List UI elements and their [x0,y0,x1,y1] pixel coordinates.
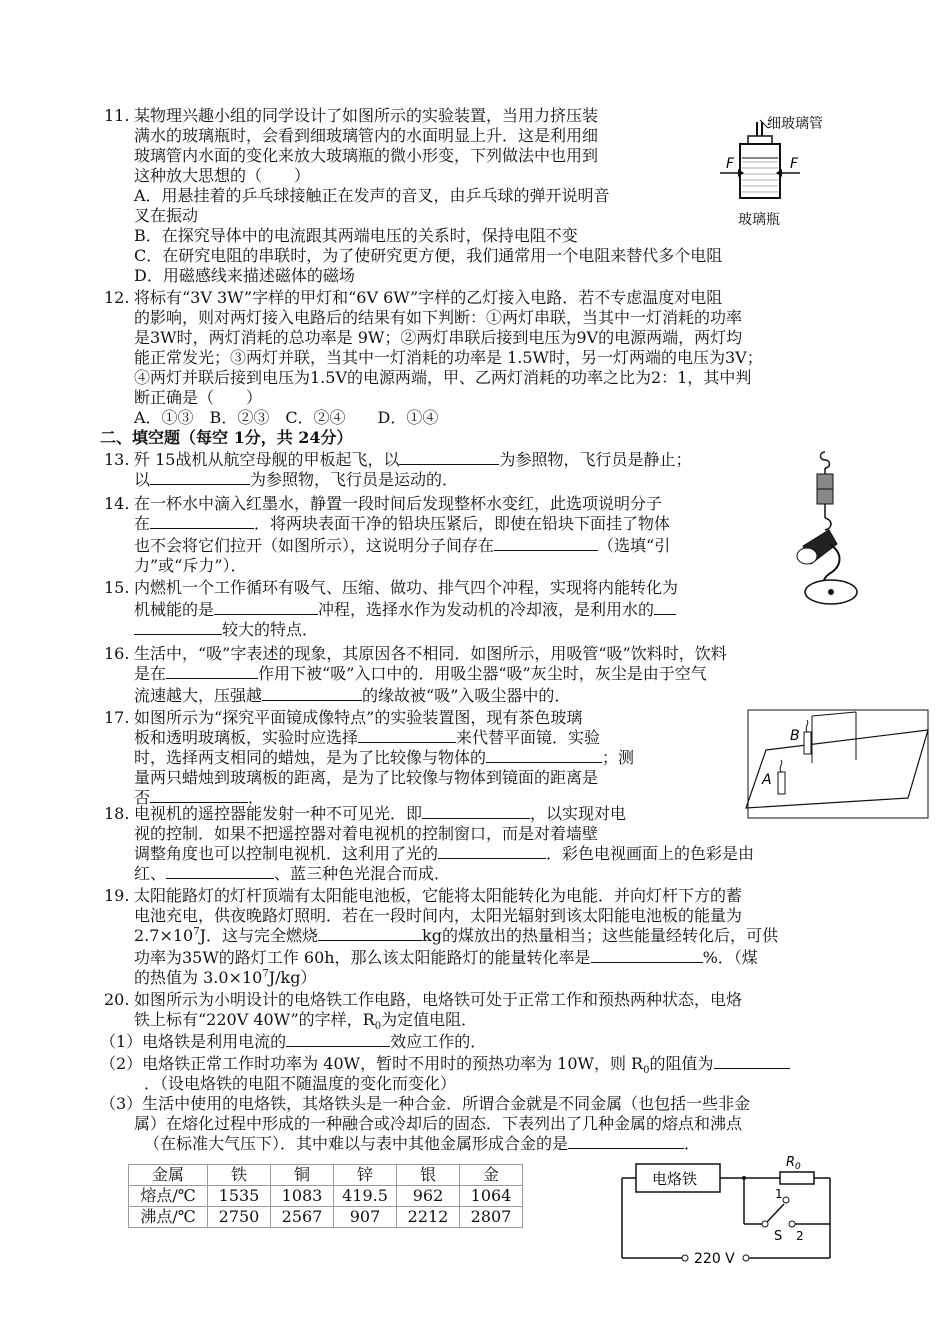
q14-line-1: 在一杯水中滴入红墨水，静置一段时间后发现整杯水变红，此选项说明分子 [134,494,663,513]
q15-line-1: 内燃机一个工作循环有吸气、压缩、做功、排气四个冲程，实现将内能转化为 [134,578,679,597]
force-left-label: F [726,156,735,172]
q18-line-2: 视的控制．如果不把遥控器对着电视机的控制窗口，而是对着墙壁 [134,824,599,843]
table-cell: 962 [397,1186,460,1207]
iron-label: 电烙铁 [652,1170,698,1188]
q17-number: 17. [104,708,130,727]
q19-line-3: $2.7\times 10^7J$．这与完全燃烧 kg的煤放出的热量相当；这些能量经转化后，可供 [134,926,778,945]
q18-number: 18. [104,804,130,823]
table-cell: 2807 [460,1207,523,1228]
table-cell: 沸点/℃ [129,1207,208,1228]
q20-part-2: （2）电烙铁正常工作时功率为 40W，暂时不用时的预热功率为 10W，则 $R_0$的阻值为 [100,1054,790,1074]
q17-line-4: 量两只蜡烛到玻璃板的距离，是为了比较像与物体到镜面的距离是 [134,768,599,787]
q12-number: 12. [104,288,130,307]
q17-line-1: 如图所示为“探究平面镜成像特点”的实验装置图，现有茶色玻璃 [134,708,583,727]
table-cell: 419.5 [334,1186,397,1207]
table-cell: 锌 [334,1165,397,1186]
q19-line-5: 的热值为 $3.0\times 10^7J/kg$） [134,968,317,987]
q12-options: A．①③ B．②③ C．②④ D．①④ [134,408,439,427]
q16-line-3: 流速越大，压强越 的缘故被“吸”入吸尘器中的． [134,686,571,705]
q16-number: 16. [104,644,130,663]
q11-option-a: A．用悬挂着的乒乓球接触正在发声的音叉，由乒乓球的弹开说明音 [134,186,610,205]
r0-label: $R_0$ [786,1155,801,1172]
q11-option-d: D．用磁感线来描述磁体的磁场 [134,266,355,285]
q19-line-4: 功率为35W的路灯工作 60h，那么该太阳能路灯的能量转化率是 %．（煤 [134,948,758,967]
metals-table [128,1164,523,1228]
q19-number: 19. [104,886,130,905]
q20-part-3-line-3: （在标准大气压下）．其中难以与表中其他金属形成合金的是 ． [144,1134,701,1153]
q11-number: 11. [104,106,130,125]
q20-number: 20. [104,990,130,1009]
q18-line-3: 调整角度也可以控制电视机．这利用了光的 ．彩色电视画面上的色彩是由 [134,844,755,863]
force-right-label: F [790,156,799,172]
table-row [129,1186,523,1207]
q20-line-2: 铁上标有“220V 40W”的字样，$R_0$为定值电阻． [134,1010,478,1033]
q15-number: 15. [104,578,130,597]
q13-number: 13. [104,450,130,469]
label-glass-bottle: 玻璃瓶 [738,212,780,228]
table-cell: 铁 [208,1165,271,1186]
q12-line-1: 将标有“3V 3W”字样的甲灯和“6V 6W”字样的乙灯接入电路．若不专虑温度对电阻 [134,288,723,307]
q20-line-1: 如图所示为小明设计的电烙铁工作电路，电烙铁可处于正常工作和预热两种状态，电烙 [134,990,743,1009]
q14-line-3: 也不会将它们拉开（如图所示），这说明分子间存在 （选填“引 [134,536,671,555]
q14-line-2: 在 ．将两块表面干净的铅块压紧后，即使在铅块下面挂了物体 [134,514,671,533]
q14-lead-block-figure [785,448,865,608]
node-1-label: 1 [775,1187,783,1201]
q13-line-1: 歼 15战机从航空母舰的甲板起飞，以 为参照物，飞行员是静止； [134,450,692,469]
q16-line-1: 生活中，“吸”字表述的现象，其原因各不相同．如图所示，用吸管“吸”饮料时，饮料 [134,644,727,663]
table-cell: 2212 [397,1207,460,1228]
q14-line-4: 力”或“斥力”）． [134,556,247,575]
q11-line-1: 某物理兴趣小组的同学设计了如图所示的实验装置，当用力挤压装 [134,106,599,125]
q12-line-6: 断正确是（ ） [134,388,263,407]
candle-b-label: B [790,728,800,744]
q17-line-2: 板和透明玻璃板，实验时应选择 来代替平面镜．实验 [134,728,601,747]
q11-option-a-cont: 叉在振动 [134,206,199,225]
table-cell: 2567 [271,1207,334,1228]
voltage-label: 220 V [694,1251,735,1267]
q11-option-c: C．在研究电阻的串联时，为了使研究更方便，我们通常用一个电阻来替代多个电阻 [134,246,723,265]
table-cell: 1064 [460,1186,523,1207]
q19-line-2: 电池充电，供夜晚路灯照明．若在一段时间内，太阳光辐射到该太阳能电池板的能量为 [134,906,743,925]
node-2-label: 2 [796,1229,804,1243]
table-cell: 1535 [208,1186,271,1207]
q12-line-5: ④两灯并联后接到电压为1.5V的电源两端，甲、乙两灯消耗的功率之比为2：1，其中判 [134,368,752,387]
q11-line-3: 玻璃管内水面的变化来放大玻璃瓶的微小形变，下列做法中也用到 [134,146,599,165]
q16-line-2: 是在 作用下被“吸”入口中的．用吸尘器“吸”灰尘时，灰尘是由于空气 [134,664,707,683]
q11-line-2: 满水的玻璃瓶时，会看到细玻璃管内的水面明显上升．这是利用细 [134,126,599,145]
label-fine-glass-tube: 细玻璃管 [767,116,823,132]
q17-line-5: 否 ． [134,788,265,807]
q20-circuit-diagram [612,1146,852,1282]
q17-line-3: 时，选择两支相同的蜡烛，是为了比较像与物体的 ；测 [134,748,635,767]
q13-line-2: 以 为参照物，飞行员是运动的． [134,470,459,489]
candle-a-label: A [762,772,772,788]
section-2-heading: 二、填空题（每空 1分，共 24分） [100,428,353,447]
table-cell: 铜 [271,1165,334,1186]
q20-part-3-line-2: 属）在熔化过程中形成的一种融合或冷却后的固态．下表列出了几种金属的熔点和沸点 [134,1114,743,1133]
q14-number: 14. [104,494,130,513]
q11-option-b: B．在探究导体中的电流跟其两端电压的关系时，保持电阻不变 [134,226,578,245]
table-cell: 1083 [271,1186,334,1207]
q18-line-1: 电视机的遥控器能发射一种不可见光．即 ，以实现对电 [134,804,627,823]
q11-line-4: 这种放大思想的（ ） [134,166,311,185]
q12-line-3: 是3W时，两灯消耗的总功率是 9W；②两灯串联后接到电压为9V的电源两端，两灯均 [134,328,743,347]
q20-part-1: （1）电烙铁是利用电流的 效应工作的． [100,1032,487,1051]
q17-mirror-figure [738,708,938,820]
q20-part-3-line-1: （3）生活中使用的电烙铁，其烙铁头是一种合金．所谓合金就是不同金属（也包括一些非金 [100,1094,751,1113]
q11-bottle-figure [712,108,862,233]
q18-line-4: 红、 、蓝三种色光混合而成． [134,864,451,883]
q12-line-2: 的影响，则对两灯接入电路后的结果有如下判断：①两灯串联，当其中一灯消耗的功率 [134,308,743,327]
table-row [129,1207,523,1228]
table-cell: 金 [460,1165,523,1186]
table-cell: 2750 [208,1207,271,1228]
q12-line-4: 能正常发光；③两灯并联，当其中一灯消耗的功率是 1.5W时，另一灯两端的电压为3V； [134,348,763,367]
q19-line-1: 太阳能路灯的灯杆顶端有太阳能电池板，它能将太阳能转化为电能．并向灯杆下方的蓄 [134,886,743,905]
table-cell: 熔点/℃ [129,1186,208,1207]
table-header-row [129,1165,523,1186]
table-cell: 907 [334,1207,397,1228]
q15-line-3: 较大的特点． [134,620,318,640]
q20-part-2-cont: ．（设电烙铁的电阻不随温度的变化而变化） [144,1074,457,1093]
table-cell: 银 [397,1165,460,1186]
table-cell: 金属 [129,1165,208,1186]
switch-label: S [774,1229,783,1244]
q15-line-2: 机械能的是 冲程，选择水作为发动机的冷却液，是利用水的 [134,600,676,620]
